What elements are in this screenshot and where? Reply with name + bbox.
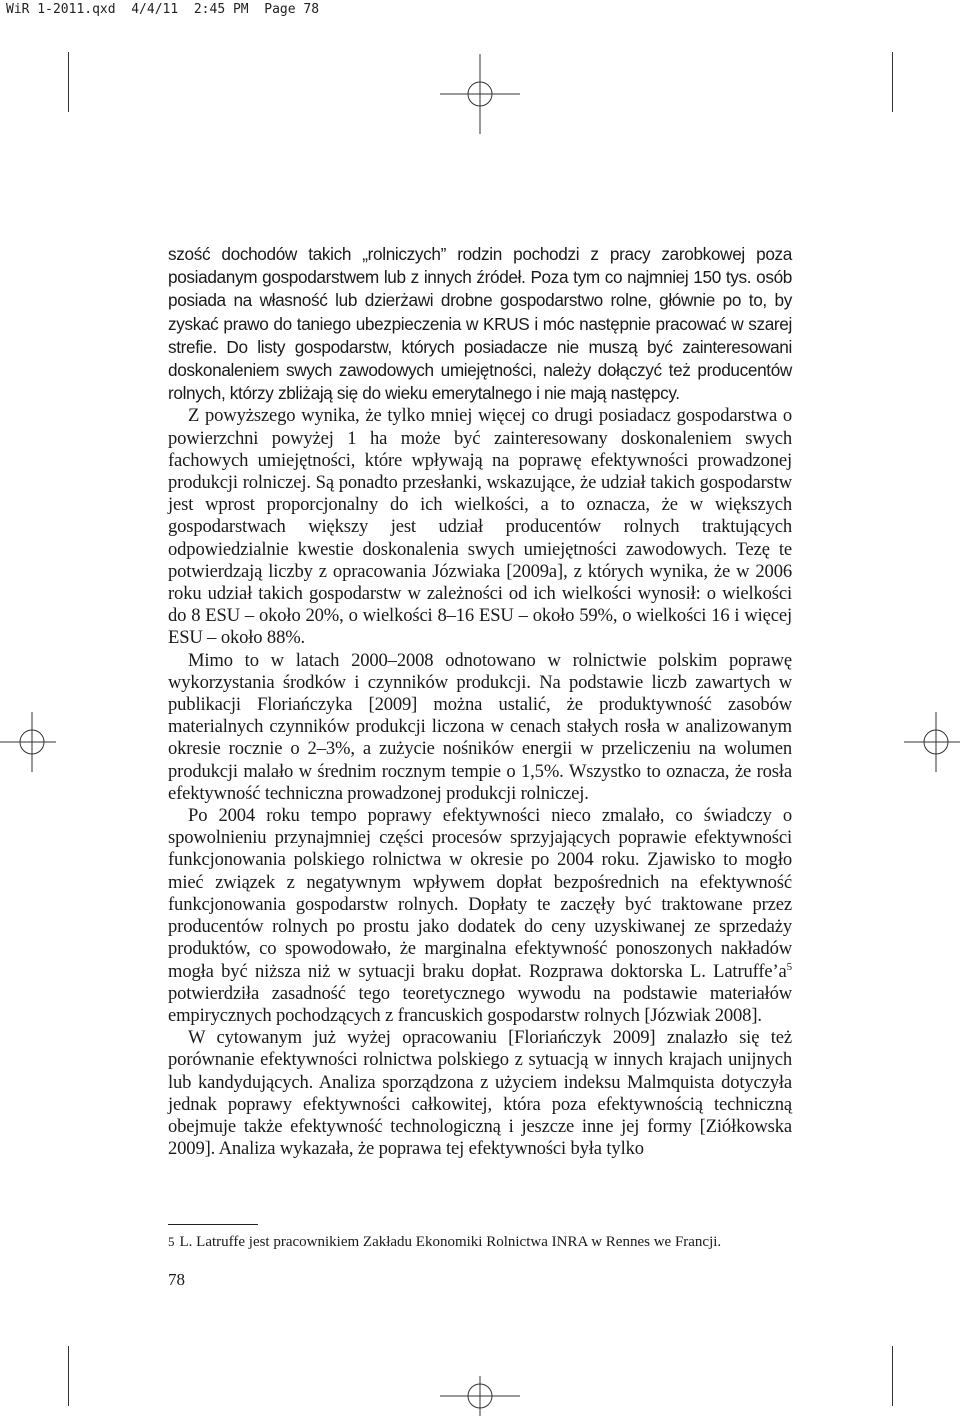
registration-mark-left-icon bbox=[0, 712, 56, 772]
footnote-rule bbox=[168, 1224, 258, 1225]
registration-mark-bottom-icon bbox=[440, 1376, 520, 1416]
paragraph-text: Z powyższego wynika, że tylko mniej więcej co drugi posiadacz gospodarstwa o powierzchni powyżej 1 ha może być zainteresowany doskonaleniem swych fachowych umiejętności, które wpływają na poprawę efektywności prowadzonej produkcji rolniczej. Są ponadto przesłanki, wskazujące, że udział takich gospodarstw jest wprost proporcjonalny do ich wielkości, a to oznacza, że w większych gospodarstwach większy jest udział producentów rolnych traktujących odpowiedzialnie kwestie doskonalenia swych umiejętności zawodowych. Tezę te potwierdzają liczby z opracowania Józwiaka [2009a], z których wynika, że w 2006 roku udział takich gospodarstw w zależności od ich wielkości wynosił: o wielkości do 8 ESU – około 20%, o wielkości 8–16 ESU – około 59%, o wielkości 16 i więcej ESU – około 88%. bbox=[168, 405, 792, 649]
body-paragraph bbox=[168, 805, 792, 1027]
registration-mark-top-icon bbox=[440, 54, 520, 134]
paragraph-text: W cytowanym już wyżej opracowaniu [Floriańczyk 2009] znalazło się też porównanie efektywności rolnictwa polskiego z sytuacją w innych krajach unijnych lub kandydujących. Analiza sporządzona z użyciem indeksu Malmquista dotyczyła jednak poprawy efektywności całkowitej, która poza efektywnością techniczną obejmuje także efektywność technologiczną i jeszcze inne jej formy [Ziółkowska 2009]. Analiza wykazała, że poprawa tej efektywności była tylko bbox=[168, 1027, 792, 1160]
paragraph-text: potwierdziła zasadność tego teoretycznego wywodu na podstawie materiałów empirycznych pochodzących z francuskich gospodarstw rolnych [Józwiak 2008]. bbox=[168, 982, 792, 1026]
body-paragraph bbox=[168, 243, 792, 405]
footnote-text: L. Latruffe jest pracownikiem Zakładu Ekonomiki Rolnictwa INRA w Rennes we Francji. bbox=[179, 1234, 722, 1250]
registration-mark-right-icon bbox=[904, 712, 960, 772]
page-number: 78 bbox=[168, 1270, 185, 1289]
body-paragraph bbox=[168, 1027, 792, 1160]
paragraph-text: Mimo to w latach 2000–2008 odnotowano w rolnictwie polskim poprawę wykorzystania środków i czynników produkcji. Na podstawie liczb zawartych w publikacji Floriańczyka [2009] można ustalić, że produktywność zasobów materialnych czynników produkcji liczona w cenach stałych rosła w analizowanym okresie rocznie o 2–3%, a zużycie nośników energii w przeliczeniu na wolumen produkcji malało w średnim rocznym tempie o 1,5%. Wszystko to oznacza, że rosła efektywność techniczna prowadzonej produkcji rolniczej. bbox=[168, 649, 792, 804]
footnote bbox=[168, 1232, 792, 1252]
file-slug-line: WiR 1-2011.qxd 4/4/11 2:45 PM Page 78 bbox=[6, 2, 320, 17]
body-paragraph bbox=[168, 405, 792, 649]
paragraph-text: szość dochodów takich „rolniczych” rodzin pochodzi z pracy zarobkowej poza posiadanym gospodarstwem lub z innych źródeł. Poza tym co najmniej 150 tys. osób posiada na własność lub dzierżawi drobne gospodarstwo rolne, głównie po to, by zyskać prawo do taniego ubezpieczenia w KRUS i móc następnie pracować w szarej strefie. Do listy gospodarstw, których posiadacze nie muszą być zainteresowani doskonaleniem swych zawodowych umiejętności, należy dołączyć też producentów rolnych, którzy zbliżają się do wieku emerytalnego i nie mają następcy. bbox=[168, 244, 792, 404]
footnote-reference: 5 bbox=[786, 960, 792, 973]
footnote-marker: 5 bbox=[168, 1234, 175, 1249]
body-text bbox=[168, 243, 792, 1160]
paragraph-text: Po 2004 roku tempo poprawy efektywności nieco zmalało, co świadczy o spowolnieniu przynajmniej części procesów sprzyjających poprawie efektywności funkcjonowania polskiego rolnictwa w okresie po 2004 roku. Zjawisko to mogło mieć związek z negatywnym wpływem dopłat bezpośrednich na efektywność funkcjonowania gospodarstw rolnych. Dopłaty te zaczęły być traktowane przez producentów rolnych po prostu jako dodatek do ceny uzyskiwanej ze sprzedaży produktów, co spowodowało, że marginalna efektywność ponoszonych nakładów mogła być niższa niż w sytuacji braku dopłat. Rozprawa doktorska L. Latruffe’a bbox=[168, 805, 792, 982]
body-paragraph bbox=[168, 650, 792, 805]
